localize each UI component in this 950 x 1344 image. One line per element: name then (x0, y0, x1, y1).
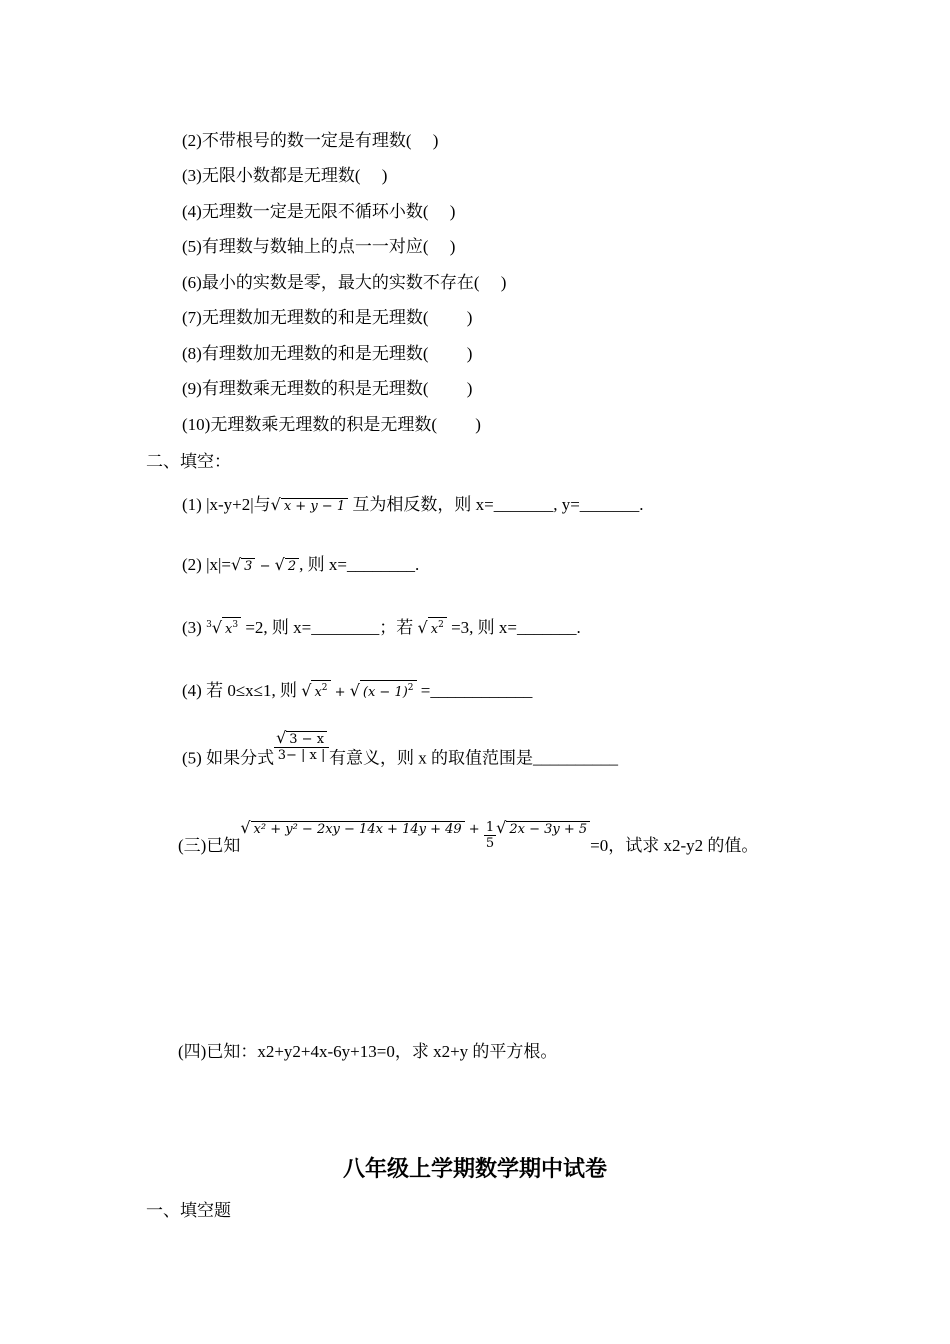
judge-item-10: (10)无理数乘无理数的积是无理数( ) (182, 415, 481, 434)
sqrt-square-expression: √ $x^2$ (418, 622, 447, 637)
fraction-expression: $\frac{√ 3 - x}{3- | x |}$ (274, 728, 329, 763)
sqrt-expression: √ x + y − 1 (271, 495, 348, 514)
judge-item-4: (4)无理数一定是无限不循环小数( ) (182, 202, 456, 221)
q1-radicand: x + y − 1 (281, 498, 348, 514)
judge-item-8: (8)有理数加无理数的和是无理数( ) (182, 344, 473, 363)
q2-prefix: (2) |x|= (182, 555, 231, 574)
cube-root-expression: $^3$√ $x^3$ (206, 622, 241, 637)
judge-item-2: (2)不带根号的数一定是有理数( ) (182, 131, 439, 150)
q2-suffix: , 则 x=________. (299, 555, 420, 574)
fill-question-1 (182, 490, 644, 515)
q1-suffix: 互为相反数，则 x=_______, y=_______. (348, 495, 644, 514)
judge-item-7: (7)无理数加无理数的和是无理数( ) (182, 308, 473, 327)
q1-prefix: (1) |x-y+2|与 (182, 495, 271, 514)
section-heading-fill: 二、填空： (146, 452, 231, 471)
judge-item-9: (9)有理数乘无理数的积是无理数( ) (182, 379, 473, 398)
problem-4: (四)已知：x2+y2+4x-6y+13=0，求 x2+y 的平方根。 (178, 1042, 558, 1061)
judge-item-6: (6)最小的实数是零，最大的实数不存在( ) (182, 273, 507, 292)
judge-item-5: (5)有理数与数轴上的点一一对应( ) (182, 237, 456, 256)
sqrt-sum-expression: √ $x^2$ + √ $(x - 1)^2$ (301, 685, 416, 700)
problem-3: (三)已知$^{√ x^2 + y^2 - 2xy - 14x + 14y + 49}$ + $\frac{1}{5}$ $^{√ 2x - 3y + 5}$=0，试求 x2-y2 的值。 (178, 818, 759, 855)
fill-question-2 (182, 550, 419, 575)
sqrt-difference: √ 3 − √ 2 (231, 559, 299, 574)
exam-title: 八年级上学期数学期中试卷 (342, 1157, 607, 1182)
judge-item-3: (3)无限小数都是无理数( ) (182, 166, 388, 185)
sqrt-linear-expression: √ 2x − 3y + 5 (496, 822, 590, 837)
fill-question-3: (3) $^3$√ $x^3 =2$, 则 x=________；若 √ $x^2 =3$, 则 x=_______. (182, 618, 581, 637)
fill-question-4: (4) 若 0≤x≤1, 则 √ $x^2$ + √ $(x - 1)^2$ =____________ (182, 681, 533, 700)
long-sqrt-expression: √ x² + y² − 2xy − 14x + 14y + 49 (240, 822, 464, 837)
section-heading-fill-blank: 一、填空题 (146, 1201, 231, 1220)
one-fifth-fraction: $\frac{1}{5}$ (485, 819, 495, 851)
fill-question-5: (5) 如果分式 $\frac{√ 3 - x}{3- | x |}$ 有意义，则 x 的取值范围是__________ (182, 728, 619, 768)
